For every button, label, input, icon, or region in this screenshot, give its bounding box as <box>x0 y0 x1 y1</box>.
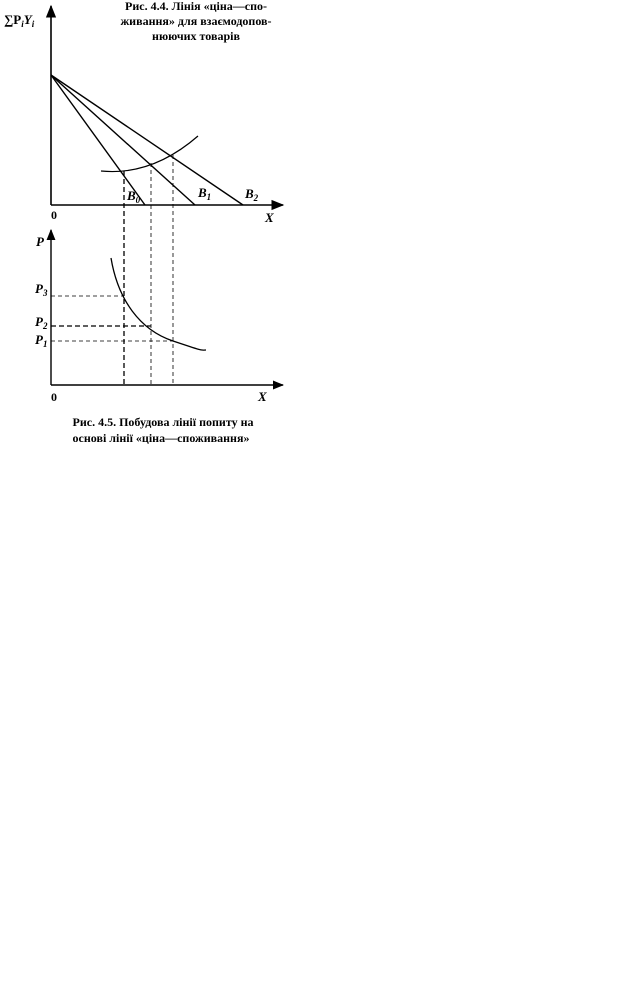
caption-top-line-1: Рис. 4.4. Лінія «ціна—спо- <box>125 0 267 13</box>
caption-top-line-2: живання» для взаємодопов- <box>120 14 272 28</box>
bottom-origin-label: 0 <box>51 390 57 404</box>
budget-label-b0: $B_0$ <box>127 188 141 205</box>
figure-4-4 <box>4 0 283 225</box>
demand-curve <box>111 258 206 350</box>
top-x-axis-label: X <box>265 210 274 225</box>
top-y-axis-label: $\sum P_iY_i$ <box>4 12 35 29</box>
bottom-y-axis-label: P <box>36 234 44 249</box>
caption-bottom-line-1: Рис. 4.5. Побудова лінії попиту на <box>72 415 254 429</box>
caption-bottom-line-2: основі лінії «ціна—споживання» <box>72 431 250 445</box>
budget-label-b2: $B_2$ <box>245 186 259 203</box>
figure-4-5 <box>35 230 283 445</box>
price-label-p1: $P_1$ <box>35 332 48 349</box>
budget-line-b2 <box>51 75 243 205</box>
budget-label-b1: $B_1$ <box>198 185 212 202</box>
budget-line-b0 <box>51 75 145 205</box>
price-label-p3: $P_3$ <box>35 281 48 298</box>
caption-top-line-3: нюючих товарів <box>152 29 240 43</box>
top-origin-label: 0 <box>51 208 57 222</box>
bottom-x-axis-label: X <box>258 389 267 404</box>
price-label-p2: $P_2$ <box>35 314 48 331</box>
